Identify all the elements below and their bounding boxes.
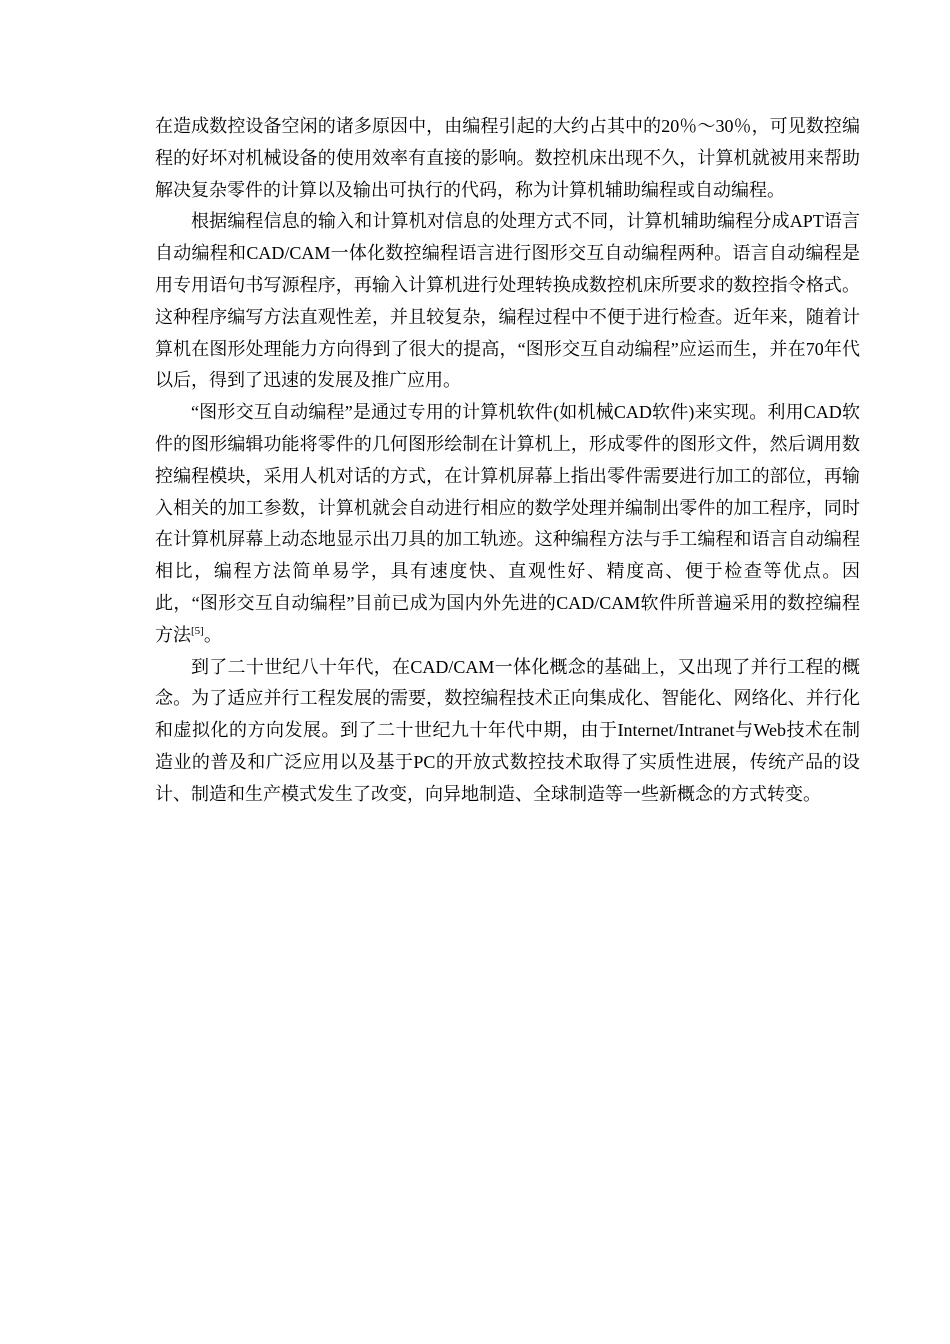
paragraph-1-text: 在造成数控设备空闲的诸多原因中，由编程引起的大约占其中的20％～30％，可见数控编程的好坏对机械设备的使用效率有直接的影响。数控机床出现不久，计算机就被用来帮助解决复杂零件的计算以及输出可执行的代码，称为计算机辅助编程或自动编程。 [155,116,860,200]
paragraph-1 [155,111,860,206]
paragraph-3-text: “图形交互自动编程”是通过专用的计算机软件(如机械CAD软件)来实现。利用CAD软件的图形编辑功能将零件的几何图形绘制在计算机上，形成零件的图形文件，然后调用数控编程模块，采用人机对话的方式，在计算机屏幕上指出零件需要进行加工的部位，再输入相关的加工参数，计算机就会自动进行相应的数学处理并编制出零件的加工程序，同时在计算机屏幕上动态地显示出刀具的加工轨迹。这种编程方法与手工编程和语言自动编程相比，编程方法简单易学，具有速度快、直观性好、精度高、便于检查等优点。因此，“图形交互自动编程”目前已成为国内外先进的CAD/CAM软件所普遍采用的数控编程方法 [155,402,860,645]
paragraph-3 [155,397,860,651]
paragraph-4-text: 到了二十世纪八十年代，在CAD/CAM一体化概念的基础上，又出现了并行工程的概念。为了适应并行工程发展的需要，数控编程技术正向集成化、智能化、网络化、并行化和虚拟化的方向发展。到了二十世纪九十年代中期，由于Internet/Intranet与Web技术在制造业的普及和广泛应用以及基于PC的开放式数控技术取得了实质性进展，传统产品的设计、制造和生产模式发生了改变，向异地制造、全球制造等一些新概念的方式转变。 [155,656,860,804]
citation-marker: [5] [191,624,204,637]
paragraph-2-text: 根据编程信息的输入和计算机对信息的处理方式不同，计算机辅助编程分成APT语言自动编程和CAD/CAM一体化数控编程语言进行图形交互自动编程两种。语言自动编程是用专用语句书写源程序，再输入计算机进行处理转换成数控机床所要求的数控指令格式。这种程序编写方法直观性差，并且较复杂，编程过程中不便于进行检查。近年来，随着计算机在图形处理能力方向得到了很大的提高，“图形交互自动编程”应运而生，并在70年代以后，得到了迅速的发展及推广应用。 [155,211,860,391]
body-text [155,111,860,811]
paragraph-4 [155,652,860,811]
paragraph-2 [155,206,860,397]
paragraph-3-tail: 。 [203,624,222,645]
